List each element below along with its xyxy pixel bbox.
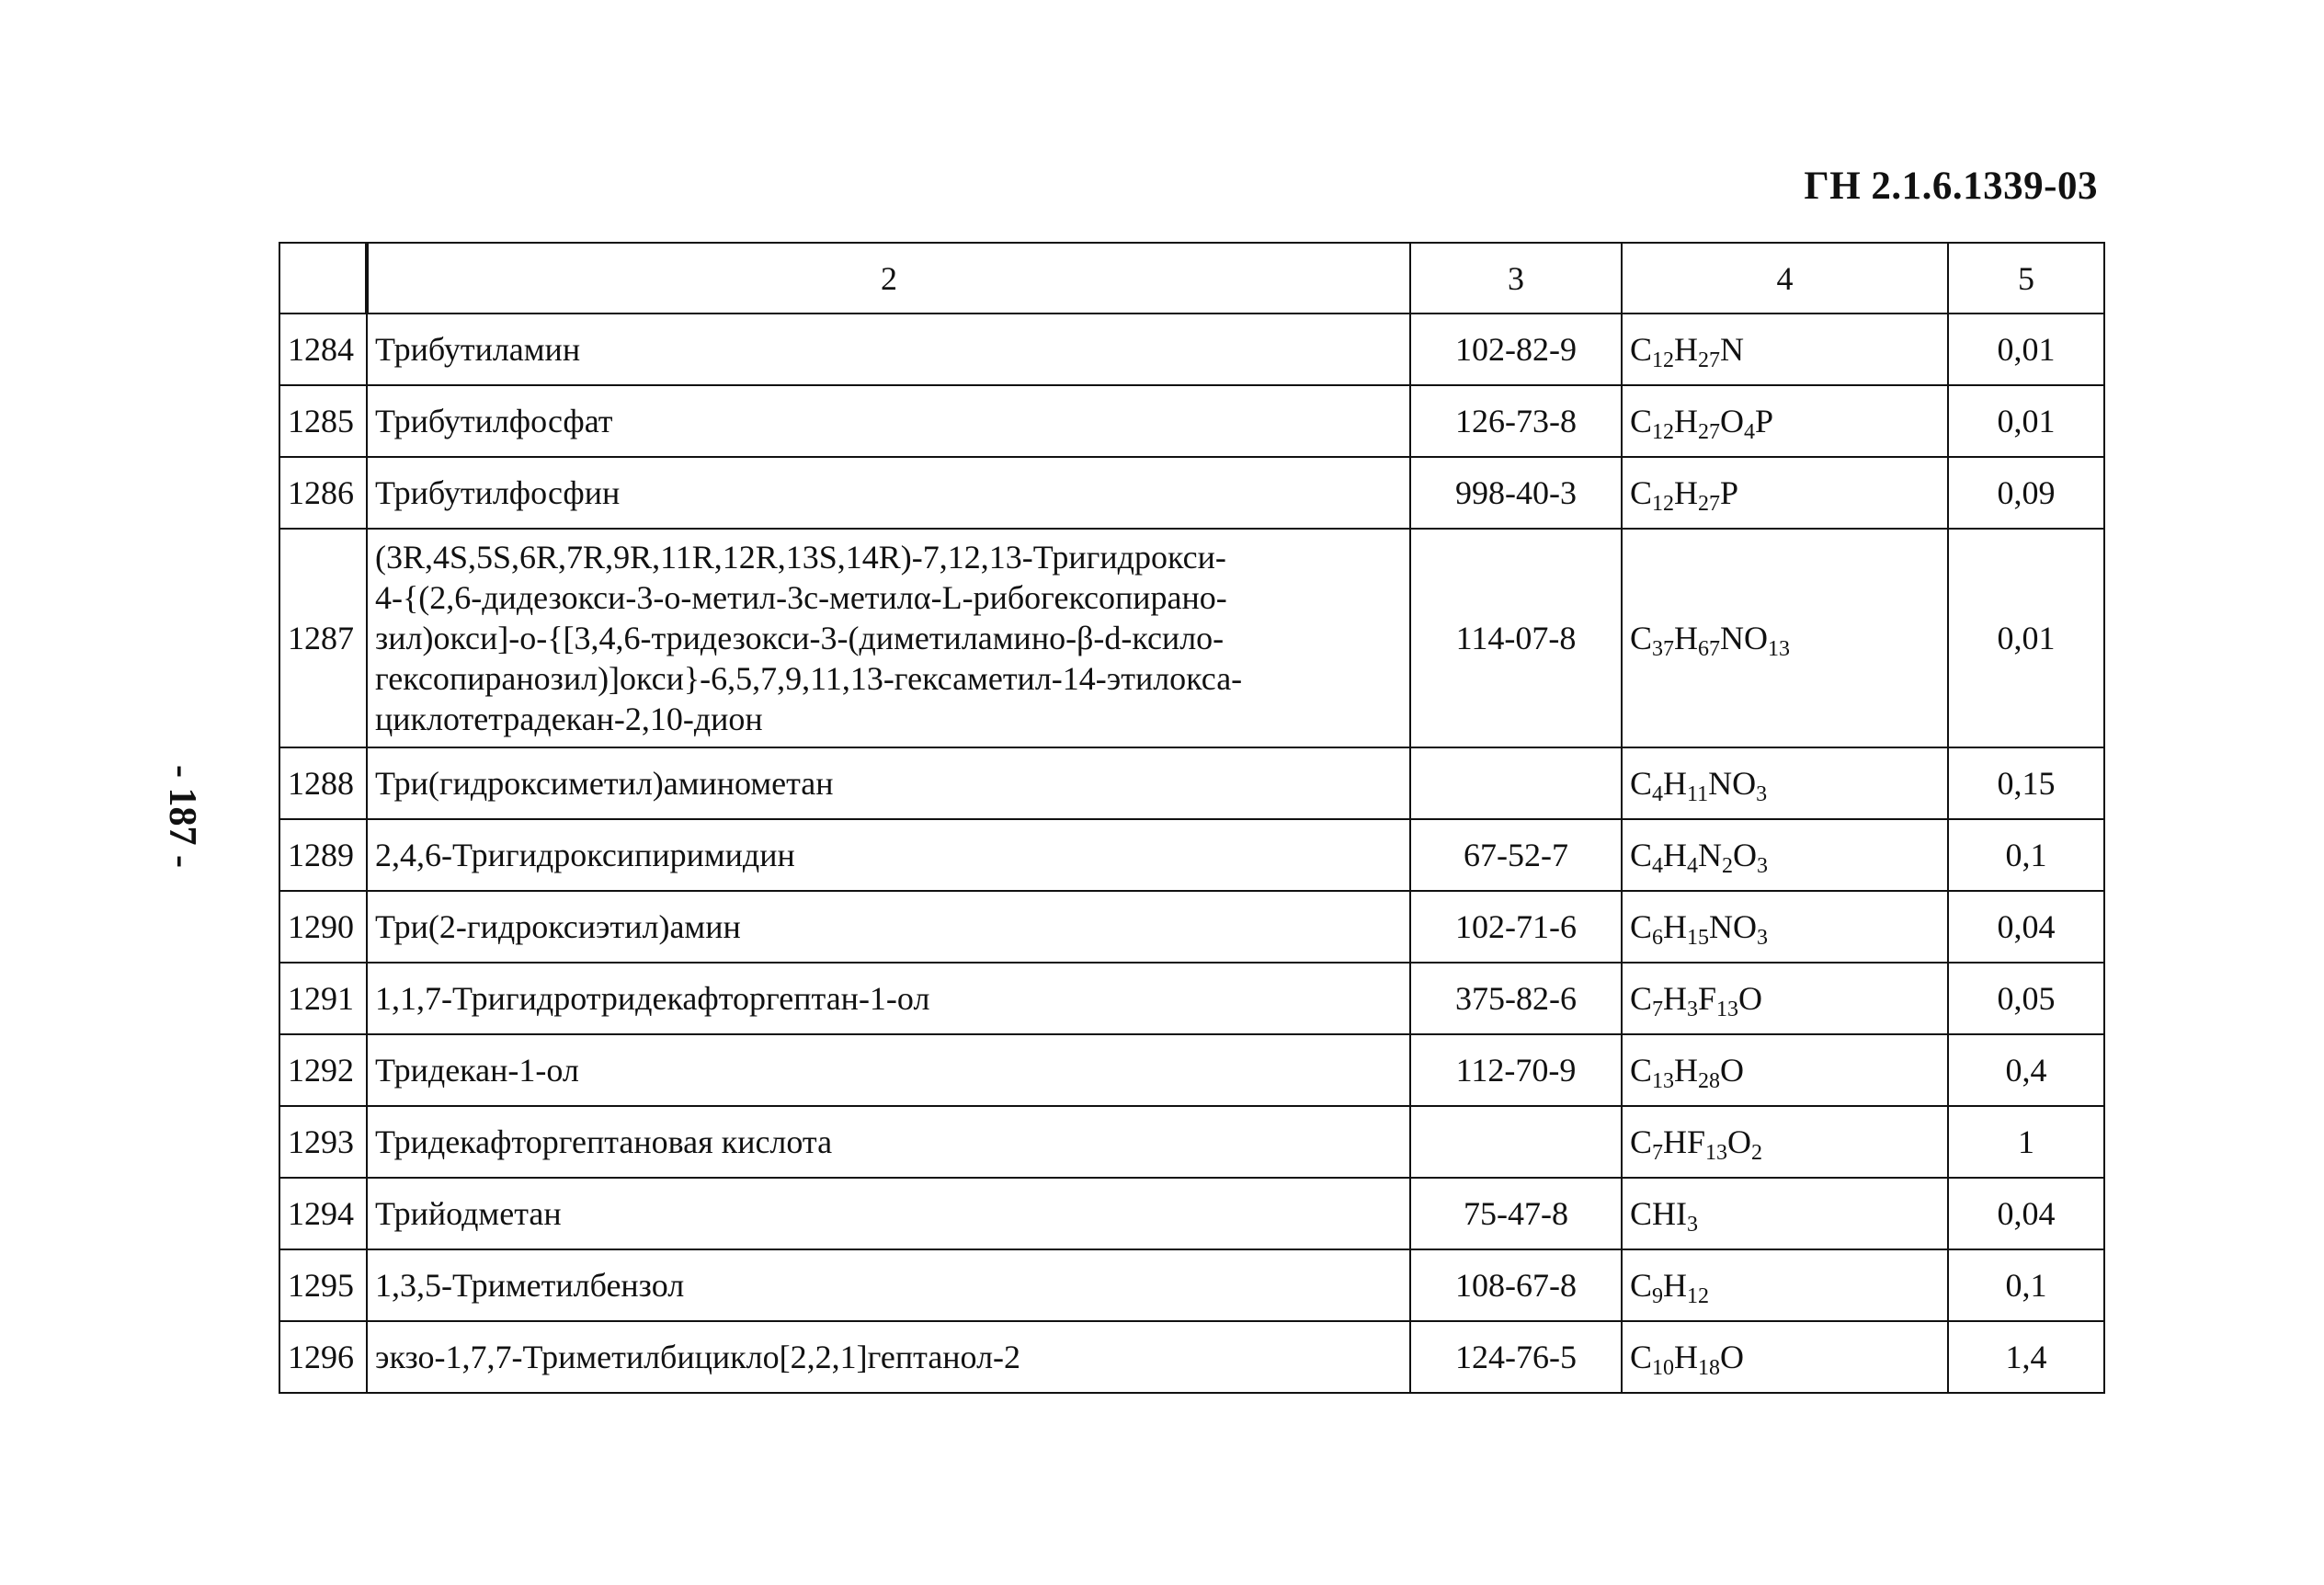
limit-value: 0,05	[1948, 963, 2104, 1034]
formula-element: C	[1630, 1339, 1653, 1375]
substance-name: 1,3,5-Триметилбензол	[367, 1249, 1410, 1321]
substance-name: Трибутилфосфат	[367, 385, 1410, 457]
formula-subscript: 12	[1652, 348, 1675, 372]
substance-name: 2,4,6-Тригидроксипиримидин	[367, 819, 1410, 891]
table-row	[279, 1249, 2104, 1321]
formula-subscript: 9	[1652, 1284, 1664, 1308]
formula-subscript: 12	[1652, 420, 1675, 444]
formula-element: N	[1720, 331, 1745, 368]
chemical-formula	[1622, 385, 1948, 457]
formula-element: C	[1630, 1267, 1653, 1304]
formula-subscript: 3	[1687, 998, 1699, 1021]
formula-element: O	[1720, 1339, 1745, 1375]
header-col-1	[279, 243, 367, 314]
row-number: 1288	[279, 747, 367, 819]
formula-subscript: 37	[1652, 637, 1675, 661]
substance-name: Три(2-гидроксиэтил)амин	[367, 891, 1410, 963]
formula-element: NO	[1708, 765, 1757, 802]
cas-number: 114-07-8	[1410, 529, 1622, 747]
limit-value: 0,15	[1948, 747, 2104, 819]
cas-number: 124-76-5	[1410, 1321, 1622, 1393]
formula-subscript: 13	[1768, 637, 1791, 661]
substance-name: Трибутилфосфин	[367, 457, 1410, 529]
substance-name-line: гексопиранозил)]окси}-6,5,7,9,11,13-гексаметил-14-этилокса-	[375, 660, 1243, 697]
formula-element: C	[1630, 1052, 1653, 1089]
table-row	[279, 1178, 2104, 1249]
formula-subscript: 3	[1756, 782, 1768, 806]
formula-subscript: 27	[1698, 420, 1721, 444]
formula-subscript: 7	[1652, 1141, 1664, 1165]
table-row	[279, 529, 2104, 747]
row-number: 1285	[279, 385, 367, 457]
formula-subscript: 12	[1652, 492, 1675, 516]
row-number: 1294	[279, 1178, 367, 1249]
formula-element: H	[1674, 1052, 1699, 1089]
substances-table	[279, 242, 2105, 1394]
substance-name: Трибутиламин	[367, 314, 1410, 385]
formula-element: H	[1663, 1267, 1688, 1304]
formula-subscript: 4	[1687, 854, 1699, 878]
header-col-2: 2	[367, 243, 1410, 314]
chemical-formula	[1622, 1034, 1948, 1106]
formula-element: C	[1630, 765, 1653, 802]
limit-value: 0,01	[1948, 529, 2104, 747]
cas-number: 375-82-6	[1410, 963, 1622, 1034]
chemical-formula	[1622, 314, 1948, 385]
table-row	[279, 891, 2104, 963]
row-number: 1295	[279, 1249, 367, 1321]
formula-subscript: 27	[1698, 492, 1721, 516]
formula-element: P	[1720, 474, 1739, 511]
substance-name: Трийодметан	[367, 1178, 1410, 1249]
formula-subscript: 6	[1652, 926, 1664, 950]
limit-value: 1,4	[1948, 1321, 2104, 1393]
substance-name-line: 4-{(2,6-дидезокси-3-о-метил-3с-метилα-L-рибогексопирано-	[375, 579, 1227, 616]
formula-element: HF	[1663, 1123, 1706, 1160]
substance-name: Тридекафторгептановая кислота	[367, 1106, 1410, 1178]
formula-subscript: 13	[1716, 998, 1739, 1021]
formula-element: H	[1674, 474, 1699, 511]
formula-subscript: 28	[1698, 1069, 1721, 1093]
table-row	[279, 314, 2104, 385]
formula-element: C	[1630, 1123, 1653, 1160]
cas-number: 75-47-8	[1410, 1178, 1622, 1249]
limit-value: 0,01	[1948, 314, 2104, 385]
formula-element: C	[1630, 980, 1653, 1017]
substance-name	[367, 529, 1410, 747]
limit-value: 0,4	[1948, 1034, 2104, 1106]
header-col-4: 4	[1622, 243, 1948, 314]
row-number: 1291	[279, 963, 367, 1034]
substance-name-line: циклотетрадекан-2,10-дион	[375, 701, 763, 737]
formula-element: H	[1663, 837, 1688, 873]
formula-element: C	[1630, 474, 1653, 511]
formula-element: H	[1663, 980, 1688, 1017]
formula-element: P	[1755, 403, 1774, 439]
formula-element: CHI	[1630, 1195, 1687, 1232]
table-row	[279, 963, 2104, 1034]
chemical-formula	[1622, 891, 1948, 963]
formula-element: H	[1674, 620, 1699, 656]
row-number: 1284	[279, 314, 367, 385]
formula-element: O	[1738, 980, 1763, 1017]
formula-subscript: 12	[1687, 1284, 1710, 1308]
formula-element: H	[1663, 765, 1688, 802]
table-row	[279, 1106, 2104, 1178]
header-col-5: 5	[1948, 243, 2104, 314]
row-number: 1290	[279, 891, 367, 963]
document-code: ГН 2.1.6.1339-03	[1804, 165, 2098, 208]
substance-name: экзо-1,7,7-Триметилбицикло[2,2,1]гептанол-2	[367, 1321, 1410, 1393]
formula-element: O	[1727, 1123, 1752, 1160]
formula-subscript: 18	[1698, 1356, 1721, 1380]
formula-element: H	[1674, 1339, 1699, 1375]
formula-subscript: 13	[1652, 1069, 1675, 1093]
formula-subscript: 2	[1722, 854, 1734, 878]
formula-element: H	[1663, 908, 1688, 945]
limit-value: 0,01	[1948, 385, 2104, 457]
formula-element: C	[1630, 837, 1653, 873]
table-row	[279, 1034, 2104, 1106]
formula-element: H	[1674, 331, 1699, 368]
formula-element: N	[1698, 837, 1723, 873]
page-number: - 187 -	[161, 765, 203, 868]
cas-number: 108-67-8	[1410, 1249, 1622, 1321]
formula-subscript: 13	[1705, 1141, 1728, 1165]
cas-number: 112-70-9	[1410, 1034, 1622, 1106]
table-row	[279, 747, 2104, 819]
limit-value: 0,1	[1948, 819, 2104, 891]
chemical-formula	[1622, 1321, 1948, 1393]
row-number: 1293	[279, 1106, 367, 1178]
formula-element: C	[1630, 908, 1653, 945]
substance-name: 1,1,7-Тригидротридекафторгептан-1-ол	[367, 963, 1410, 1034]
limit-value: 0,04	[1948, 891, 2104, 963]
formula-element: NO	[1709, 908, 1758, 945]
row-number: 1287	[279, 529, 367, 747]
formula-subscript: 27	[1698, 348, 1721, 372]
formula-subscript: 4	[1652, 854, 1664, 878]
table-row	[279, 1321, 2104, 1393]
formula-subscript: 7	[1652, 998, 1664, 1021]
formula-subscript: 3	[1757, 854, 1769, 878]
table-row	[279, 819, 2104, 891]
formula-subscript: 67	[1698, 637, 1721, 661]
substance-name-line: (3R,4S,5S,6R,7R,9R,11R,12R,13S,14R)-7,12,13-Тригидрокси-	[375, 539, 1226, 576]
table-header-row	[279, 243, 2104, 314]
chemical-formula	[1622, 529, 1948, 747]
formula-element: O	[1720, 1052, 1745, 1089]
formula-element: C	[1630, 403, 1653, 439]
row-number: 1289	[279, 819, 367, 891]
cas-number: 998-40-3	[1410, 457, 1622, 529]
chemical-formula	[1622, 963, 1948, 1034]
formula-subscript: 11	[1687, 782, 1709, 806]
limit-value: 1	[1948, 1106, 2104, 1178]
formula-element: F	[1698, 980, 1717, 1017]
formula-subscript: 4	[1652, 782, 1664, 806]
formula-subscript: 4	[1744, 420, 1756, 444]
table-row	[279, 457, 2104, 529]
formula-subscript: 3	[1687, 1213, 1698, 1237]
cas-number	[1410, 1106, 1622, 1178]
chemical-formula	[1622, 1249, 1948, 1321]
formula-element: O	[1720, 403, 1745, 439]
row-number: 1296	[279, 1321, 367, 1393]
formula-element: NO	[1720, 620, 1769, 656]
cas-number: 102-71-6	[1410, 891, 1622, 963]
cas-number	[1410, 747, 1622, 819]
formula-subscript: 15	[1687, 926, 1710, 950]
cas-number: 126-73-8	[1410, 385, 1622, 457]
chemical-formula	[1622, 457, 1948, 529]
formula-subscript: 10	[1652, 1356, 1675, 1380]
cas-number: 67-52-7	[1410, 819, 1622, 891]
formula-element: C	[1630, 331, 1653, 368]
cas-number: 102-82-9	[1410, 314, 1622, 385]
formula-subscript: 3	[1757, 926, 1769, 950]
formula-element: C	[1630, 620, 1653, 656]
substance-name-line: зил)окси]-о-{[3,4,6-тридезокси-3-(диметиламино-β-d-ксило-	[375, 620, 1225, 656]
limit-value: 0,09	[1948, 457, 2104, 529]
formula-element: O	[1733, 837, 1758, 873]
formula-element: H	[1674, 403, 1699, 439]
chemical-formula	[1622, 819, 1948, 891]
chemical-formula	[1622, 747, 1948, 819]
limit-value: 0,04	[1948, 1178, 2104, 1249]
row-number: 1292	[279, 1034, 367, 1106]
limit-value: 0,1	[1948, 1249, 2104, 1321]
substance-name: Тридекан-1-ол	[367, 1034, 1410, 1106]
formula-subscript: 2	[1751, 1141, 1763, 1165]
substance-name: Три(гидроксиметил)аминометан	[367, 747, 1410, 819]
table-body	[279, 314, 2104, 1393]
row-number: 1286	[279, 457, 367, 529]
chemical-formula	[1622, 1178, 1948, 1249]
chemical-formula	[1622, 1106, 1948, 1178]
table-row	[279, 385, 2104, 457]
header-col-3: 3	[1410, 243, 1622, 314]
